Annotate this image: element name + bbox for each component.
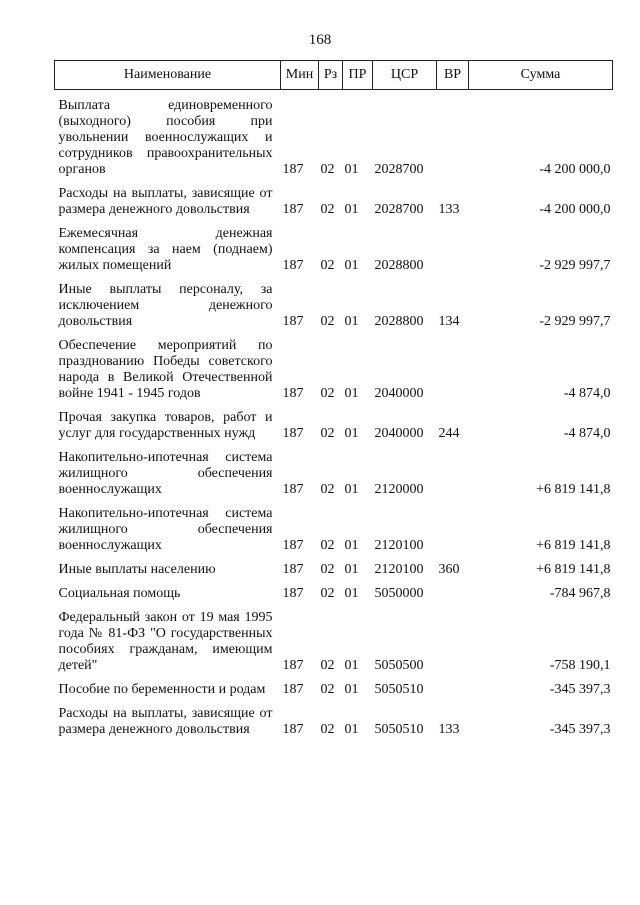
cell-rz: 02: [320, 314, 335, 329]
cell-pr: 01: [344, 386, 359, 401]
cell-csr: 5050510: [374, 682, 424, 697]
cell-vr: [437, 604, 469, 676]
cell-vr: [437, 500, 469, 556]
cell-csr: 2028800: [374, 314, 424, 329]
header-name: Наименование: [55, 61, 281, 90]
cell-rz: 02: [320, 162, 335, 177]
cell-csr: 5050500: [374, 658, 424, 673]
table-header: [55, 61, 613, 90]
table-row: [55, 332, 613, 404]
cell-pr: 01: [344, 562, 359, 577]
cell-pr: 01: [344, 202, 359, 217]
cell-min: 187: [282, 658, 304, 673]
cell-sum: +6 819 141,8: [536, 562, 611, 577]
cell-min: 187: [282, 258, 304, 273]
cell-vr: [437, 220, 469, 276]
cell-csr: 2028700: [374, 202, 424, 217]
cell-name: Ежемесячная денежная компенсация за наем (поднаем) жилых помещений: [58, 226, 273, 273]
cell-rz: 02: [320, 386, 335, 401]
header-rz: Рз: [319, 61, 343, 90]
cell-rz: 02: [320, 562, 335, 577]
cell-pr: 01: [344, 314, 359, 329]
table-row: [55, 556, 613, 580]
cell-csr: 5050510: [374, 722, 424, 737]
cell-rz: 02: [320, 538, 335, 553]
cell-min: 187: [282, 538, 304, 553]
cell-name: Выплата единовременного (выходного) пособия при увольнении военнослужащих и сотрудников правоохранительных органов: [58, 98, 273, 177]
cell-min: 187: [282, 682, 304, 697]
cell-name: Обеспечение мероприятий по празднованию Победы советского народа в Великой Отечественной войне 1941 - 1945 годов: [58, 338, 273, 401]
cell-name: Федеральный закон от 19 мая 1995 года № 81-ФЗ "О государственных пособиях гражданам, имеющим детей": [58, 610, 273, 673]
cell-min: 187: [282, 562, 304, 577]
table-row: [55, 276, 613, 332]
cell-min: 187: [282, 314, 304, 329]
cell-sum: -345 397,3: [549, 722, 611, 737]
cell-vr: 244: [438, 426, 460, 441]
table-row: [55, 604, 613, 676]
header-pr: ПР: [343, 61, 373, 90]
cell-sum: -784 967,8: [549, 586, 611, 601]
cell-name: Социальная помощь: [58, 586, 181, 601]
header-vr: ВР: [437, 61, 469, 90]
cell-rz: 02: [320, 658, 335, 673]
table-row: [55, 700, 613, 740]
cell-pr: 01: [344, 426, 359, 441]
cell-pr: 01: [344, 722, 359, 737]
cell-pr: 01: [344, 586, 359, 601]
cell-vr: [437, 580, 469, 604]
cell-csr: 2120100: [374, 562, 424, 577]
cell-min: 187: [282, 162, 304, 177]
cell-min: 187: [282, 426, 304, 441]
cell-csr: 2028700: [374, 162, 424, 177]
cell-sum: -4 874,0: [563, 426, 611, 441]
cell-vr: [437, 676, 469, 700]
cell-vr: [437, 90, 469, 181]
cell-csr: 2040000: [374, 426, 424, 441]
cell-sum: -4 200 000,0: [539, 162, 611, 177]
table-row: [55, 90, 613, 181]
cell-pr: 01: [344, 258, 359, 273]
cell-sum: -2 929 997,7: [539, 258, 611, 273]
cell-pr: 01: [344, 482, 359, 497]
cell-name: Пособие по беременности и родам: [58, 682, 266, 697]
table-row: [55, 580, 613, 604]
cell-min: 187: [282, 482, 304, 497]
cell-csr: 2120000: [374, 482, 424, 497]
cell-vr: [437, 332, 469, 404]
cell-pr: 01: [344, 162, 359, 177]
cell-sum: -2 929 997,7: [539, 314, 611, 329]
header-sum: Сумма: [469, 61, 613, 90]
cell-rz: 02: [320, 482, 335, 497]
cell-sum: -345 397,3: [549, 682, 611, 697]
cell-name: Иные выплаты населению: [58, 562, 216, 577]
page-number: 168: [308, 32, 332, 48]
table-row: [55, 500, 613, 556]
cell-name: Иные выплаты персоналу, за исключением денежного довольствия: [58, 282, 273, 329]
cell-rz: 02: [320, 586, 335, 601]
cell-csr: 5050000: [374, 586, 424, 601]
cell-sum: +6 819 141,8: [536, 538, 611, 553]
cell-rz: 02: [320, 722, 335, 737]
cell-vr: 360: [438, 562, 460, 577]
table-row: [55, 676, 613, 700]
cell-sum: +6 819 141,8: [536, 482, 611, 497]
cell-min: 187: [282, 202, 304, 217]
cell-csr: 2120100: [374, 538, 424, 553]
table-body: [55, 90, 613, 741]
table-row: [55, 404, 613, 444]
cell-sum: -4 874,0: [563, 386, 611, 401]
table-row: [55, 220, 613, 276]
cell-vr: 133: [438, 202, 460, 217]
cell-rz: 02: [320, 202, 335, 217]
cell-min: 187: [282, 386, 304, 401]
header-min: Мин: [281, 61, 319, 90]
header-row: [55, 61, 613, 90]
budget-table: [54, 60, 613, 740]
cell-vr: 133: [438, 722, 460, 737]
cell-rz: 02: [320, 682, 335, 697]
cell-sum: -4 200 000,0: [539, 202, 611, 217]
cell-name: Накопительно-ипотечная система жилищного обеспечения военнослужащих: [58, 506, 273, 553]
cell-name: Прочая закупка товаров, работ и услуг для государственных нужд: [58, 410, 273, 441]
cell-csr: 2040000: [374, 386, 424, 401]
header-csr: ЦСР: [373, 61, 437, 90]
cell-csr: 2028800: [374, 258, 424, 273]
cell-name: Накопительно-ипотечная система жилищного обеспечения военнослужащих: [58, 450, 273, 497]
cell-name: Расходы на выплаты, зависящие от размера денежного довольствия: [58, 186, 273, 217]
table-row: [55, 180, 613, 220]
cell-pr: 01: [344, 682, 359, 697]
cell-min: 187: [282, 722, 304, 737]
cell-rz: 02: [320, 258, 335, 273]
cell-sum: -758 190,1: [549, 658, 611, 673]
table-row: [55, 444, 613, 500]
cell-min: 187: [282, 586, 304, 601]
cell-vr: 134: [438, 314, 460, 329]
cell-name: Расходы на выплаты, зависящие от размера денежного довольствия: [58, 706, 273, 737]
cell-vr: [437, 444, 469, 500]
cell-rz: 02: [320, 426, 335, 441]
cell-pr: 01: [344, 658, 359, 673]
cell-pr: 01: [344, 538, 359, 553]
